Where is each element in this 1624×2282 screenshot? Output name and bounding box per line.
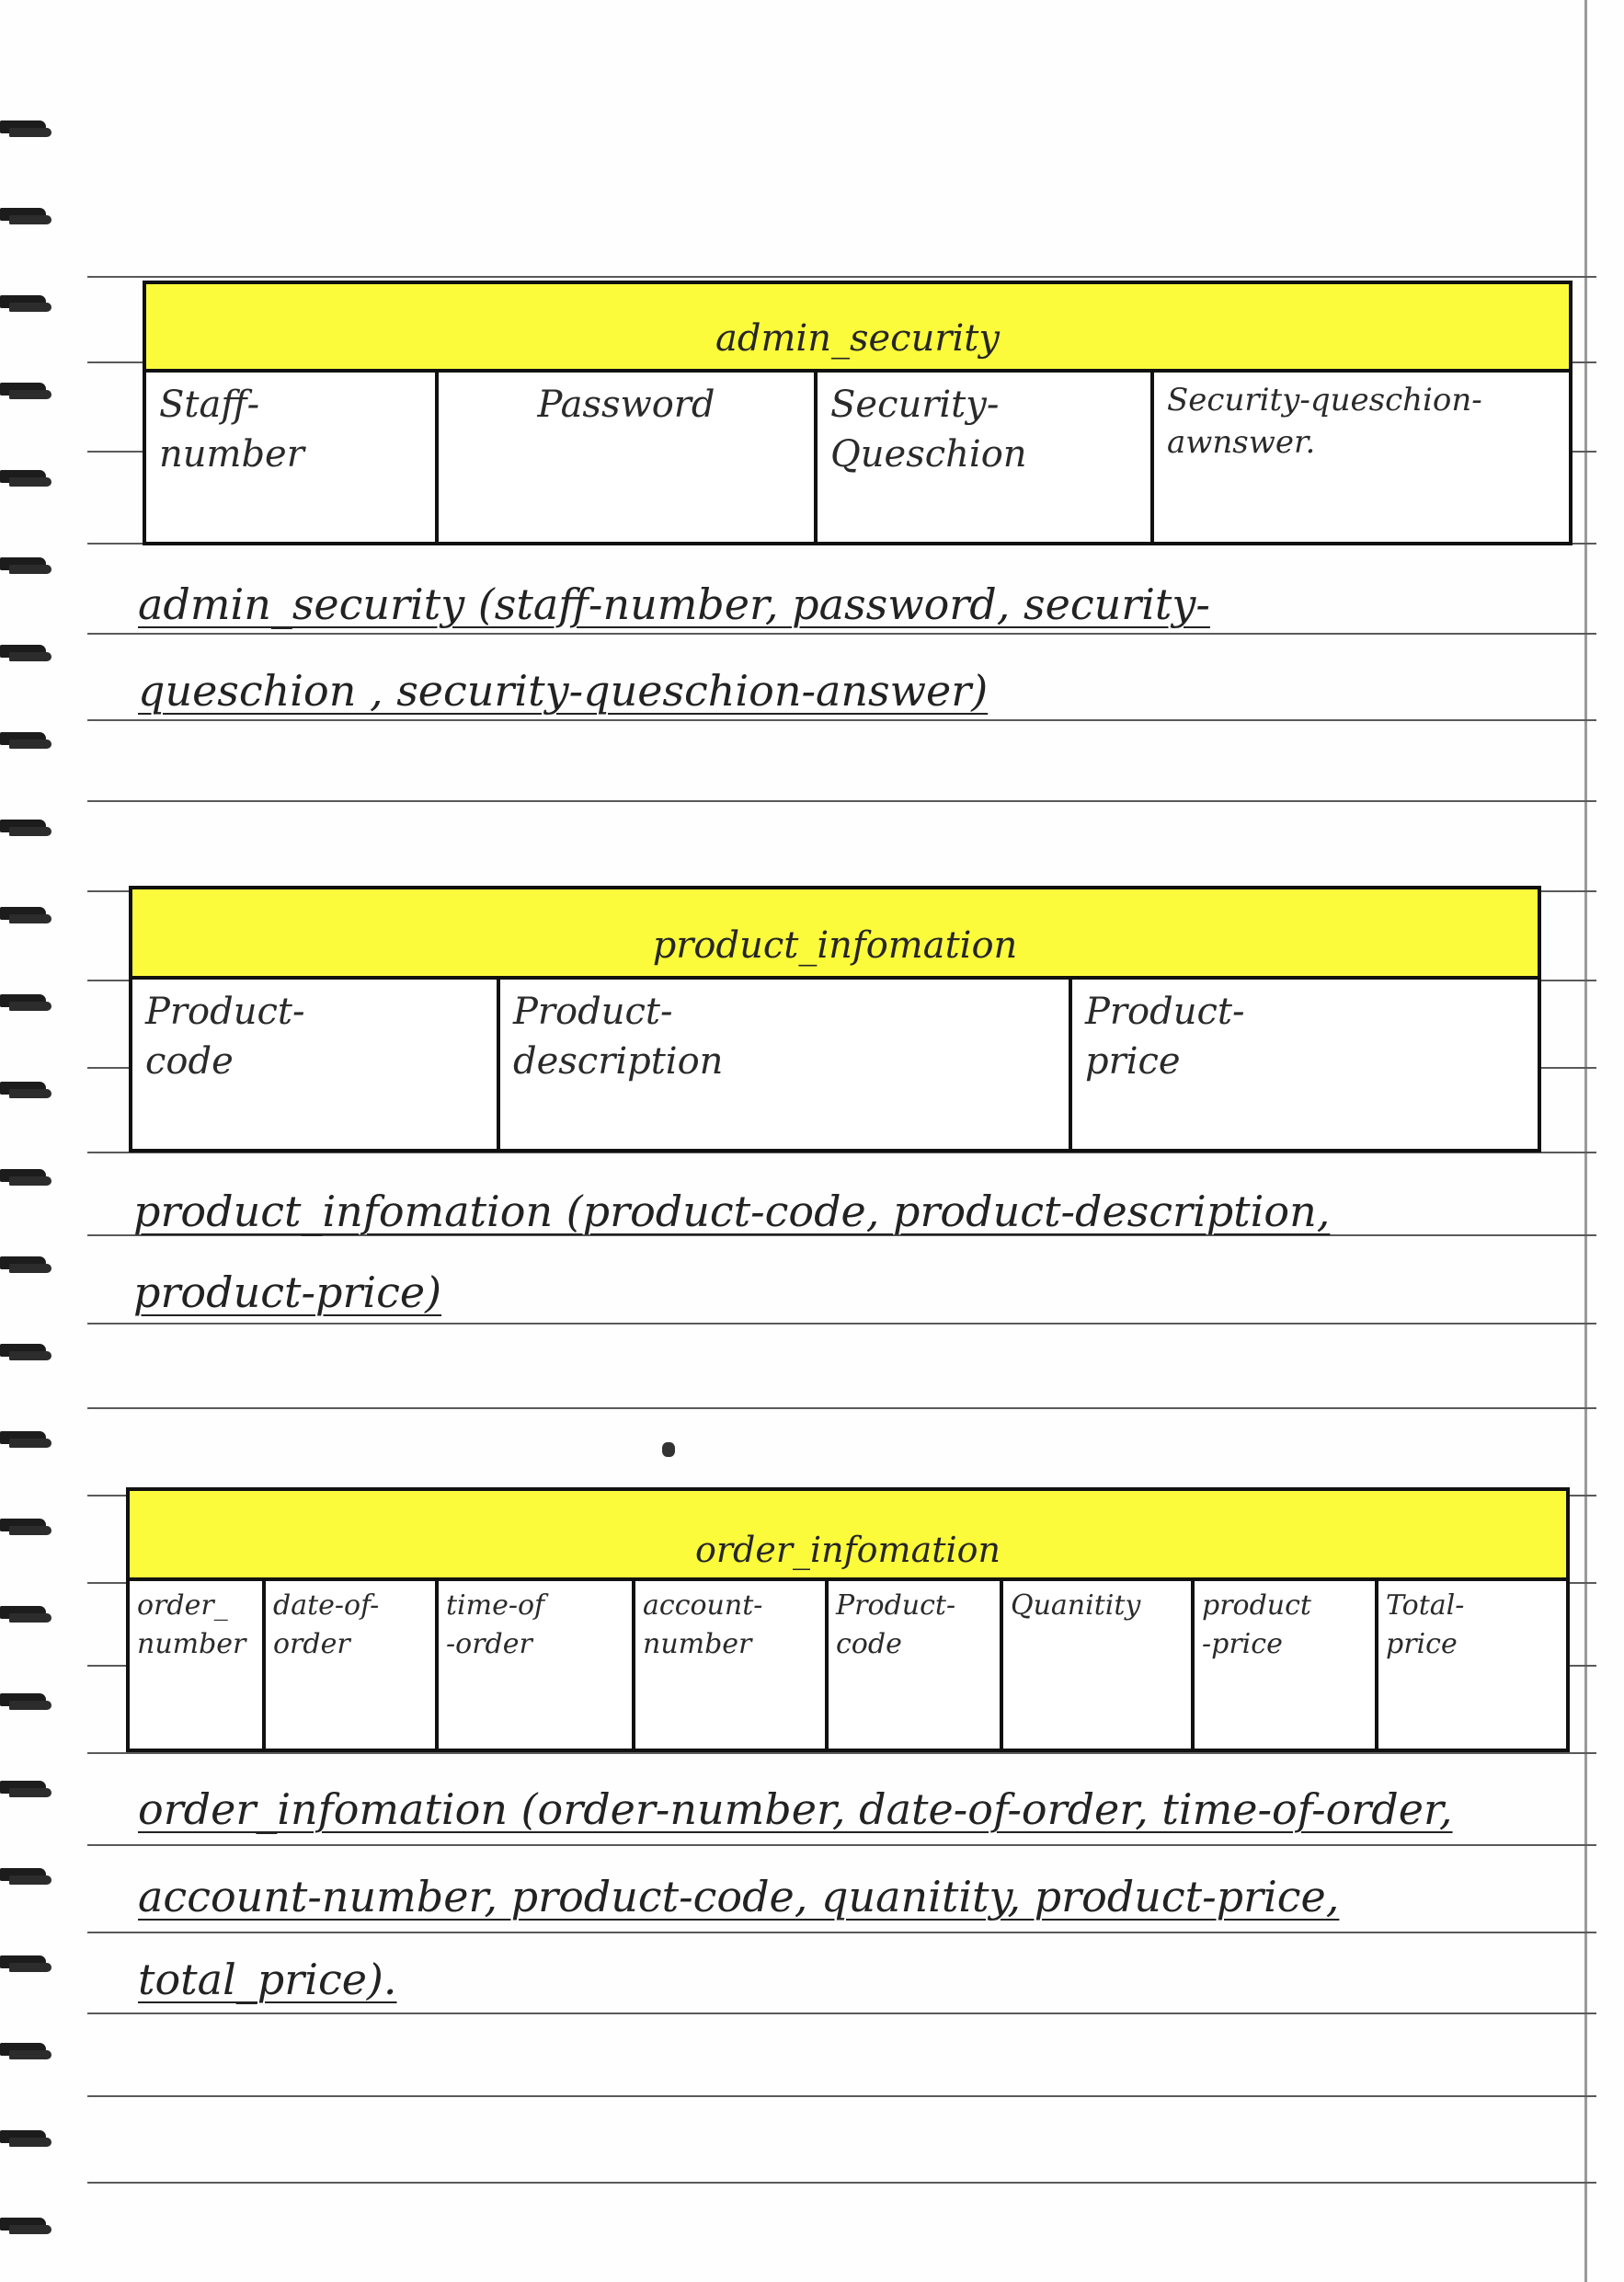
binding-ring [0, 989, 53, 1020]
ruled-line [87, 719, 1596, 721]
schema-notation-line: total_price). [138, 1955, 397, 2004]
column-header: Staff- number [146, 373, 439, 542]
binding-ring [0, 1950, 53, 1981]
binding-ring [0, 1863, 53, 1894]
binding-ring [0, 1513, 53, 1544]
table-columns [132, 980, 1538, 1149]
ruled-line [87, 2095, 1596, 2097]
column-header: Product- code [829, 1581, 1003, 1749]
table-columns [146, 373, 1569, 542]
ruled-line [87, 800, 1596, 802]
binding-ring [0, 814, 53, 845]
column-header: Security-queschion- awnswer. [1167, 382, 1482, 461]
ruled-line [87, 1323, 1596, 1324]
column-header: Total- price [1386, 1589, 1465, 1660]
table-columns [130, 1581, 1566, 1749]
binding-ring [0, 1338, 53, 1370]
column-header: Product- code [132, 980, 500, 1149]
ink-mark [662, 1442, 675, 1457]
table-title: admin_security [146, 284, 1569, 373]
page-edge [1584, 0, 1587, 2282]
admin-security-table [143, 281, 1573, 545]
binding-ring [0, 1164, 53, 1195]
binding-ring [0, 552, 53, 583]
column-header: account- number [635, 1581, 829, 1749]
binding-ring [0, 377, 53, 408]
table-title: order_infomation [130, 1491, 1566, 1581]
binding-ring [0, 115, 53, 146]
column-header: Security- Queschion [818, 373, 1154, 542]
schema-notation-line: order_infomation (order-number, date-of-order, time-of-order, [138, 1784, 1453, 1834]
ruled-line [87, 276, 1596, 278]
binding-ring [0, 290, 53, 321]
binding-ring [0, 2037, 53, 2069]
column-header: date-of- order [266, 1581, 439, 1749]
binding-ring [0, 2125, 53, 2156]
column-header: Quanitity [1003, 1581, 1195, 1749]
ruled-line [87, 1752, 1596, 1754]
order-infomation-table [126, 1487, 1570, 1752]
ruled-line [87, 633, 1596, 635]
binding-ring [0, 1426, 53, 1457]
binding-ring [0, 202, 53, 234]
schema-notation-line: product-price) [133, 1267, 442, 1317]
column-header: Product- price [1085, 991, 1245, 1083]
binding-ring [0, 1600, 53, 1632]
ruled-line [87, 1407, 1596, 1409]
binding-ring [0, 727, 53, 758]
binding-ring [0, 901, 53, 933]
schema-notation-line: admin_security (staff-number, password, security- [138, 579, 1210, 629]
binding-ring [0, 2212, 53, 2243]
ruled-line [87, 1932, 1596, 1933]
binding-ring [0, 1775, 53, 1806]
ruled-line [87, 1844, 1596, 1846]
ruled-line [87, 2013, 1596, 2014]
column-header: product -price [1195, 1581, 1378, 1749]
binding-ring [0, 464, 53, 496]
column-header: order_ number [130, 1581, 266, 1749]
ruled-line [87, 2182, 1596, 2184]
schema-notation-line: product_infomation (product-code, product-description, [133, 1187, 1331, 1236]
table-title: product_infomation [132, 889, 1538, 980]
column-header: Product- description [500, 980, 1072, 1149]
binding-ring [0, 639, 53, 671]
column-header: time-of -order [439, 1581, 635, 1749]
product-infomation-table [129, 886, 1541, 1152]
binding-ring [0, 1076, 53, 1107]
schema-notation-line: queschion , security-queschion-answer) [138, 666, 989, 716]
schema-notation-line: account-number, product-code, quanitity, product-price, [138, 1872, 1340, 1921]
binding-ring [0, 1688, 53, 1719]
binding-ring [0, 1251, 53, 1282]
column-header: Password [439, 373, 818, 542]
